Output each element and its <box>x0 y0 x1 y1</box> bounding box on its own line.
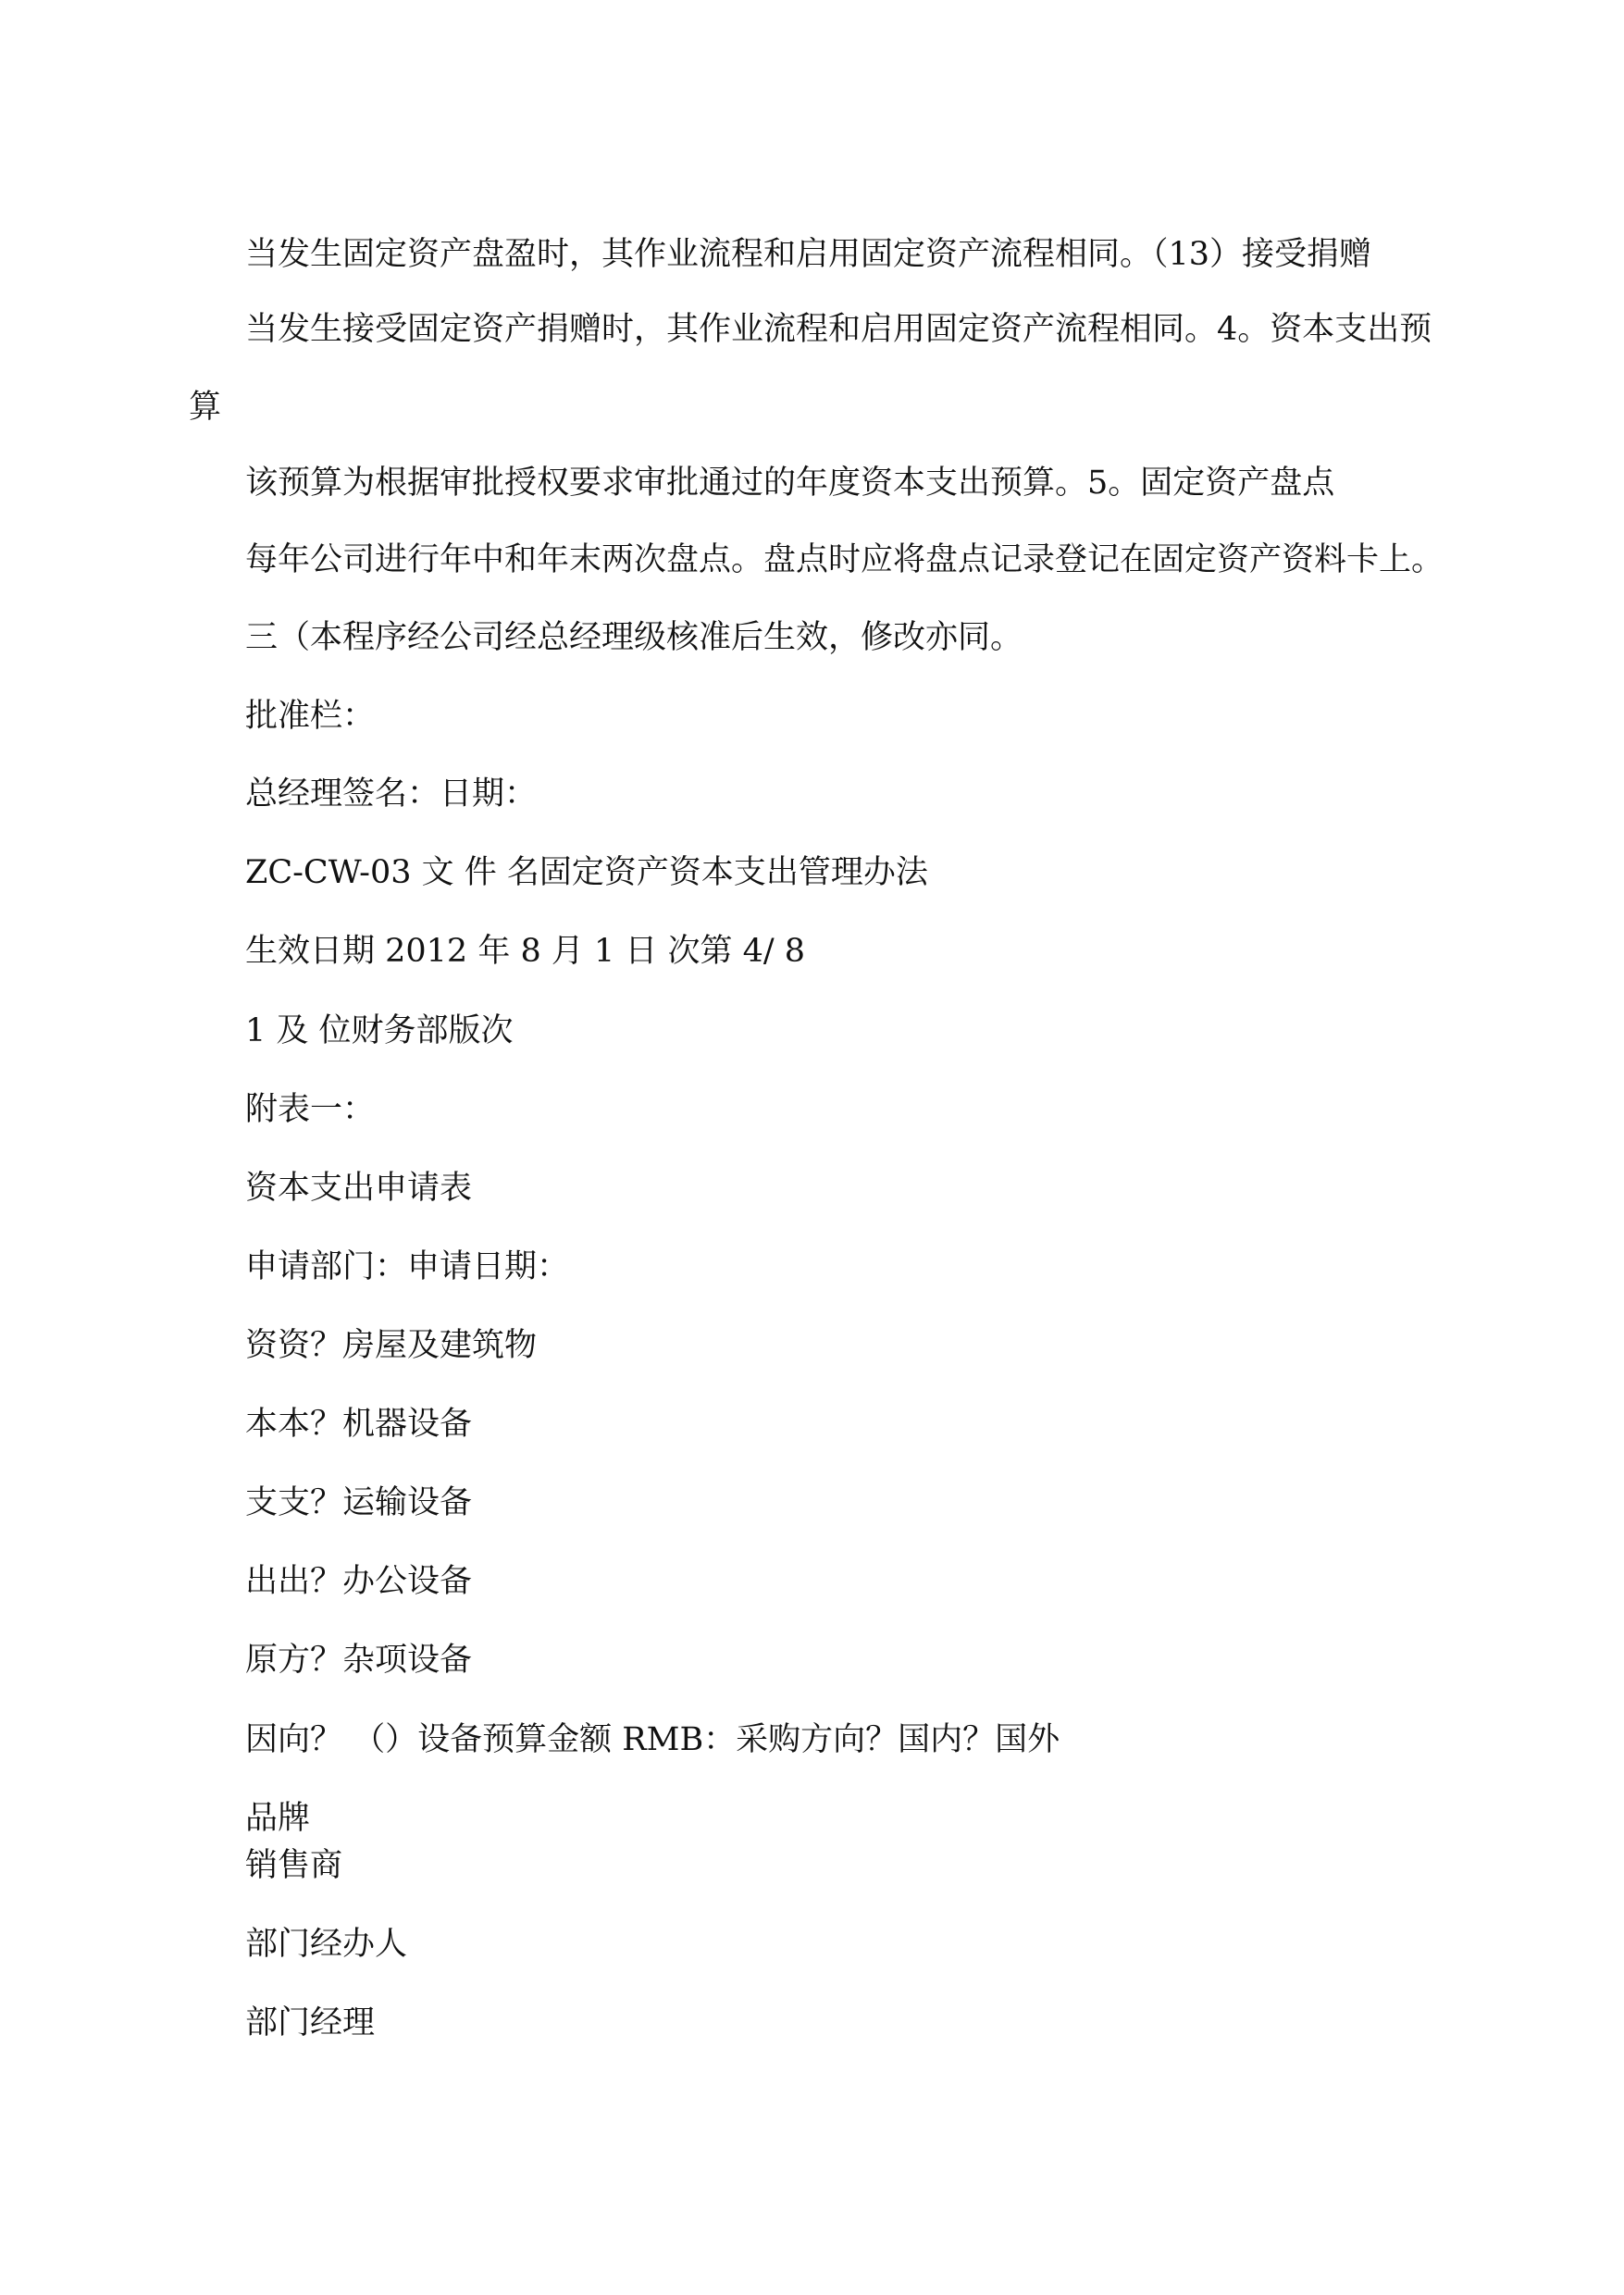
appendix-heading: 附表一： <box>245 1091 376 1128</box>
document-code-line: ZC-CW-03 文 件 名固定资产资本支出管理办法 <box>245 854 928 891</box>
paragraph-line: 三（本程序经公司经总经理级核准后生效，修改亦同。 <box>245 619 1023 656</box>
paragraph-line: 每年公司进行年中和年末两次盘点。盘点时应将盘点记录登记在固定资产资料卡上。 <box>245 541 1444 578</box>
form-field-line: 销售商 <box>245 1847 343 1884</box>
paragraph-line: 该预算为根据审批授权要求审批通过的年度资本支出预算。5。固定资产盘点 <box>245 465 1335 502</box>
form-field-line: 原方？杂项设备 <box>245 1642 473 1679</box>
form-field-line: 本本？机器设备 <box>245 1406 473 1443</box>
form-field-line: 因向？ （）设备预算金额 RMB：采购方向？国内？国外 <box>245 1721 1060 1758</box>
form-field-line: 资资？房屋及建筑物 <box>245 1327 538 1364</box>
form-field-line: 出出？办公设备 <box>245 1563 473 1600</box>
form-field-line: 品牌 <box>245 1800 311 1837</box>
form-field-line: 申请部门：申请日期： <box>245 1248 570 1285</box>
paragraph-line: 算 <box>189 389 222 426</box>
signature-line: 总经理签名：日期： <box>245 775 538 813</box>
form-field-line: 部门经办人 <box>245 1926 408 1963</box>
approval-heading: 批准栏： <box>245 698 376 735</box>
paragraph-line: 当发生固定资产盘盈时，其作业流程和启用固定资产流程相同。（13）接受捐赠 <box>245 236 1372 273</box>
form-title: 资本支出申请表 <box>245 1170 473 1207</box>
form-field-line: 部门经理 <box>245 2004 376 2041</box>
department-line: 1 及 位财务部版次 <box>245 1012 514 1049</box>
effective-date-line: 生效日期 2012 年 8 月 1 日 次第 4/ 8 <box>245 933 806 970</box>
paragraph-line: 当发生接受固定资产捐赠时，其作业流程和启用固定资产流程相同。4。资本支出预 <box>245 311 1432 348</box>
form-field-line: 支支？运输设备 <box>245 1484 473 1521</box>
